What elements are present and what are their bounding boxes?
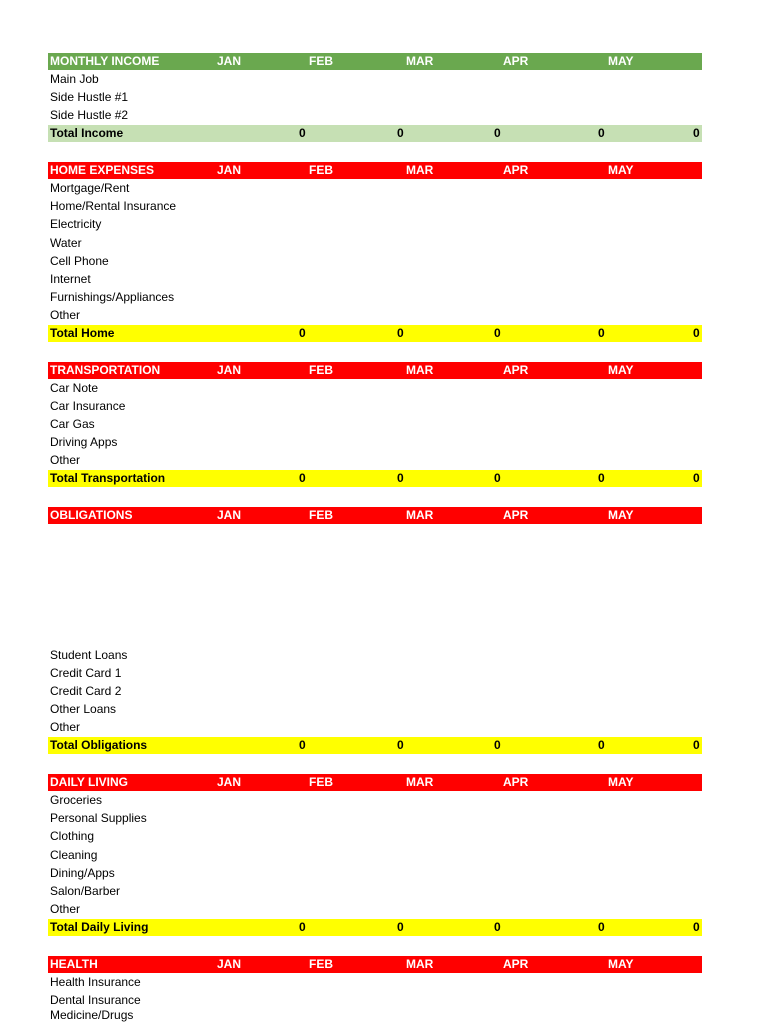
daily-item-row xyxy=(48,810,702,827)
home-item-row xyxy=(48,271,702,288)
month-apr: APR xyxy=(503,363,529,377)
total-label: Total Home xyxy=(50,326,115,340)
row-label: Cleaning xyxy=(50,848,98,862)
month-jan: JAN xyxy=(217,775,242,789)
row-label: Side Hustle #1 xyxy=(50,90,129,104)
total-value: 0 xyxy=(598,471,605,485)
month-jan: JAN xyxy=(217,54,242,68)
row-label: Clothing xyxy=(50,829,95,843)
obligations-total-row xyxy=(48,737,702,754)
total-value: 0 xyxy=(299,920,306,934)
transportation-item-row xyxy=(48,380,702,397)
obligations-item-row xyxy=(48,683,702,700)
month-may: MAY xyxy=(608,957,634,971)
obligations-item-row xyxy=(48,647,702,664)
row-label: Other xyxy=(50,453,81,467)
daily-item-row xyxy=(48,847,702,864)
row-label: Main Job xyxy=(50,72,99,86)
row-label: Driving Apps xyxy=(50,435,118,449)
month-mar: MAR xyxy=(406,54,434,68)
month-may: MAY xyxy=(608,363,634,377)
daily-item-row xyxy=(48,901,702,918)
row-label: Credit Card 1 xyxy=(50,666,122,680)
month-jan: JAN xyxy=(217,508,242,522)
income-item-row xyxy=(48,107,702,124)
month-mar: MAR xyxy=(406,363,434,377)
month-mar: MAR xyxy=(406,775,434,789)
home-total-row xyxy=(48,325,702,342)
daily-item-row xyxy=(48,883,702,900)
row-label: Credit Card 2 xyxy=(50,684,122,698)
row-label: Other xyxy=(50,720,81,734)
month-jan: JAN xyxy=(217,163,242,177)
month-feb: FEB xyxy=(309,508,333,522)
total-value: 0 xyxy=(693,471,700,485)
month-apr: APR xyxy=(503,775,529,789)
total-value: 0 xyxy=(598,920,605,934)
row-label: Internet xyxy=(50,272,91,286)
row-label: Mortgage/Rent xyxy=(50,181,130,195)
income-item-row xyxy=(48,71,702,88)
total-value: 0 xyxy=(494,471,501,485)
income-item-row xyxy=(48,89,702,106)
month-mar: MAR xyxy=(406,508,434,522)
transportation-header-row xyxy=(48,362,702,379)
daily-item-row xyxy=(48,792,702,809)
total-value: 0 xyxy=(598,738,605,752)
month-feb: FEB xyxy=(309,54,333,68)
total-value: 0 xyxy=(397,126,404,140)
month-may: MAY xyxy=(608,508,634,522)
total-value: 0 xyxy=(299,738,306,752)
month-feb: FEB xyxy=(309,363,333,377)
daily-item-row xyxy=(48,828,702,845)
row-label: Car Note xyxy=(50,381,99,395)
row-label: Groceries xyxy=(50,793,103,807)
health-item-row xyxy=(48,1007,702,1024)
total-value: 0 xyxy=(299,326,306,340)
row-label: Dental Insurance xyxy=(50,993,141,1007)
month-may: MAY xyxy=(608,163,634,177)
total-value: 0 xyxy=(693,738,700,752)
total-value: 0 xyxy=(693,126,700,140)
section-title: HOME EXPENSES xyxy=(50,163,155,177)
home-item-row xyxy=(48,235,702,252)
income-total-row xyxy=(48,125,702,142)
total-label: Total Obligations xyxy=(50,738,148,752)
total-value: 0 xyxy=(299,126,306,140)
daily-total-row xyxy=(48,919,702,936)
row-label: Home/Rental Insurance xyxy=(50,199,177,213)
obligations-item-row xyxy=(48,701,702,718)
section-title: MONTHLY INCOME xyxy=(50,54,160,68)
transportation-item-row xyxy=(48,434,702,451)
row-label: Car Insurance xyxy=(50,399,126,413)
home-item-row xyxy=(48,180,702,197)
row-label: Car Gas xyxy=(50,417,95,431)
total-label: Total Transportation xyxy=(50,471,166,485)
total-value: 0 xyxy=(397,326,404,340)
total-value: 0 xyxy=(693,326,700,340)
total-value: 0 xyxy=(299,471,306,485)
row-label: Medicine/Drugs xyxy=(50,1008,134,1022)
home-item-row xyxy=(48,253,702,270)
transportation-item-row xyxy=(48,398,702,415)
row-label: Other Loans xyxy=(50,702,117,716)
row-label: Dining/Apps xyxy=(50,866,115,880)
total-value: 0 xyxy=(397,471,404,485)
row-label: Personal Supplies xyxy=(50,811,147,825)
section-title: HEALTH xyxy=(50,957,98,971)
row-label: Other xyxy=(50,902,81,916)
month-may: MAY xyxy=(608,54,634,68)
month-apr: APR xyxy=(503,163,529,177)
home-item-row xyxy=(48,289,702,306)
month-feb: FEB xyxy=(309,957,333,971)
total-value: 0 xyxy=(494,738,501,752)
daily-item-row xyxy=(48,865,702,882)
month-may: MAY xyxy=(608,775,634,789)
total-value: 0 xyxy=(494,920,501,934)
total-label: Total Daily Living xyxy=(50,920,149,934)
transportation-total-row xyxy=(48,470,702,487)
home-header-row xyxy=(48,162,702,179)
row-label: Furnishings/Appliances xyxy=(50,290,175,304)
row-label: Other xyxy=(50,308,81,322)
home-item-row xyxy=(48,307,702,324)
total-value: 0 xyxy=(598,326,605,340)
home-item-row xyxy=(48,198,702,215)
total-label: Total Income xyxy=(50,126,124,140)
obligations-item-row xyxy=(48,665,702,682)
month-feb: FEB xyxy=(309,775,333,789)
section-title: TRANSPORTATION xyxy=(50,363,161,377)
row-label: Electricity xyxy=(50,217,102,231)
month-apr: APR xyxy=(503,508,529,522)
month-mar: MAR xyxy=(406,163,434,177)
total-value: 0 xyxy=(494,126,501,140)
daily-header-row xyxy=(48,774,702,791)
month-apr: APR xyxy=(503,54,529,68)
row-label: Water xyxy=(50,236,82,250)
row-label: Side Hustle #2 xyxy=(50,108,129,122)
transportation-item-row xyxy=(48,452,702,469)
month-feb: FEB xyxy=(309,163,333,177)
row-label: Student Loans xyxy=(50,648,128,662)
month-jan: JAN xyxy=(217,957,242,971)
obligations-header-row xyxy=(48,507,702,524)
total-value: 0 xyxy=(598,126,605,140)
section-title: DAILY LIVING xyxy=(50,775,129,789)
health-item-row xyxy=(48,974,702,991)
row-label: Cell Phone xyxy=(50,254,109,268)
total-value: 0 xyxy=(397,920,404,934)
month-jan: JAN xyxy=(217,363,242,377)
row-label: Health Insurance xyxy=(50,975,141,989)
income-header-row xyxy=(48,53,702,70)
total-value: 0 xyxy=(693,920,700,934)
month-mar: MAR xyxy=(406,957,434,971)
health-header-row xyxy=(48,956,702,973)
transportation-item-row xyxy=(48,416,702,433)
month-apr: APR xyxy=(503,957,529,971)
row-label: Salon/Barber xyxy=(50,884,121,898)
total-value: 0 xyxy=(397,738,404,752)
home-item-row xyxy=(48,216,702,233)
section-title: OBLIGATIONS xyxy=(50,508,133,522)
total-value: 0 xyxy=(494,326,501,340)
obligations-item-row xyxy=(48,719,702,736)
